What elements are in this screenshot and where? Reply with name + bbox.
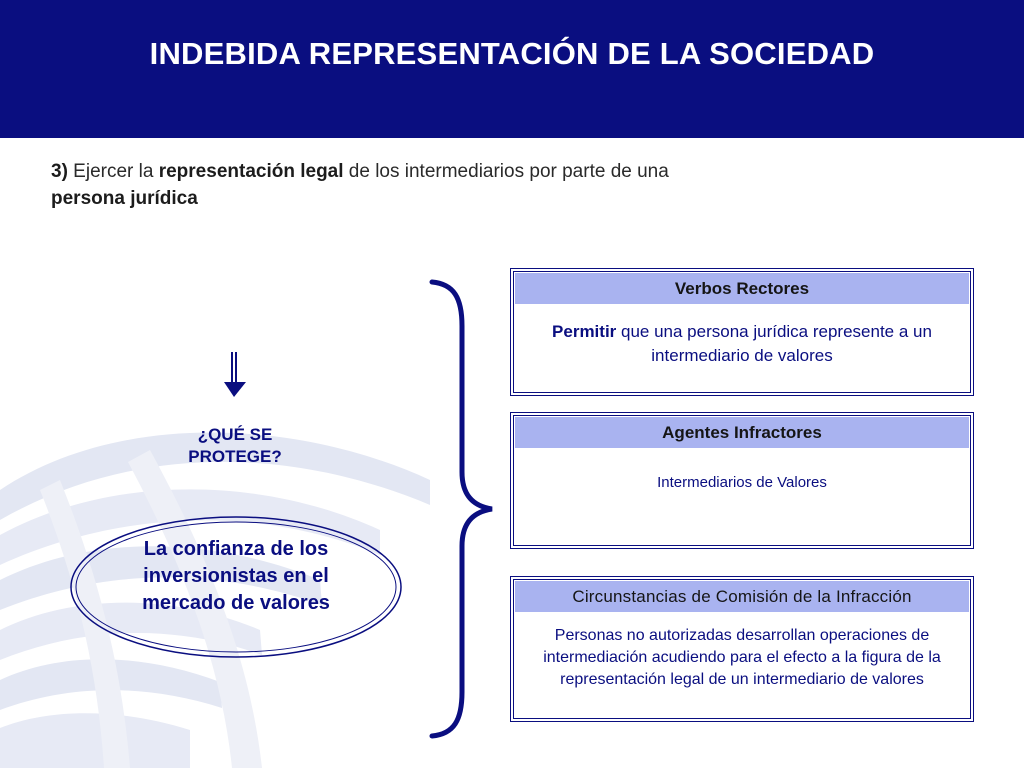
intro-number: 3) [51, 161, 68, 182]
intro-paragraph [51, 158, 691, 212]
circunstancias-body: Personas no autorizadas desarrollan operaciones de intermediación acudiendo para el efecto a la figura de la representación legal de un intermediario de valores [543, 627, 941, 688]
circunstancias-box [510, 576, 974, 722]
arrow-down-icon [222, 352, 248, 398]
header-bar [0, 0, 1024, 138]
question-label: ¿QUÉ SE PROTEGE? [188, 425, 282, 466]
agentes-infractores-box [510, 412, 974, 549]
verbos-rectores-box [510, 268, 974, 396]
intro-text-b: de los intermediarios por parte de una [343, 161, 669, 182]
verbos-rectores-body [519, 304, 965, 368]
agentes-infractores-body: Intermediarios de Valores [657, 474, 827, 491]
intro-text-a: Ejercer la [67, 161, 159, 182]
verbos-rectores-lead: Permitir [552, 322, 617, 341]
slide-title: INDEBIDA REPRESENTACIÓN DE LA SOCIEDAD [149, 36, 875, 71]
circunstancias-title: Circunstancias de Comisión de la Infracción [515, 581, 969, 612]
verbos-rectores-title: Verbos Rectores [515, 273, 969, 304]
intro-bold-b: persona jurídica [51, 188, 198, 209]
agentes-infractores-title: Agentes Infractores [515, 417, 969, 448]
curly-brace-graphic [424, 276, 504, 742]
answer-text: La confianza de los inversionistas en el mercado de valores [142, 538, 330, 614]
intro-bold-a: representación legal [158, 161, 344, 182]
verbos-rectores-rest: que una persona jurídica represente a un intermediario de valores [616, 322, 932, 365]
